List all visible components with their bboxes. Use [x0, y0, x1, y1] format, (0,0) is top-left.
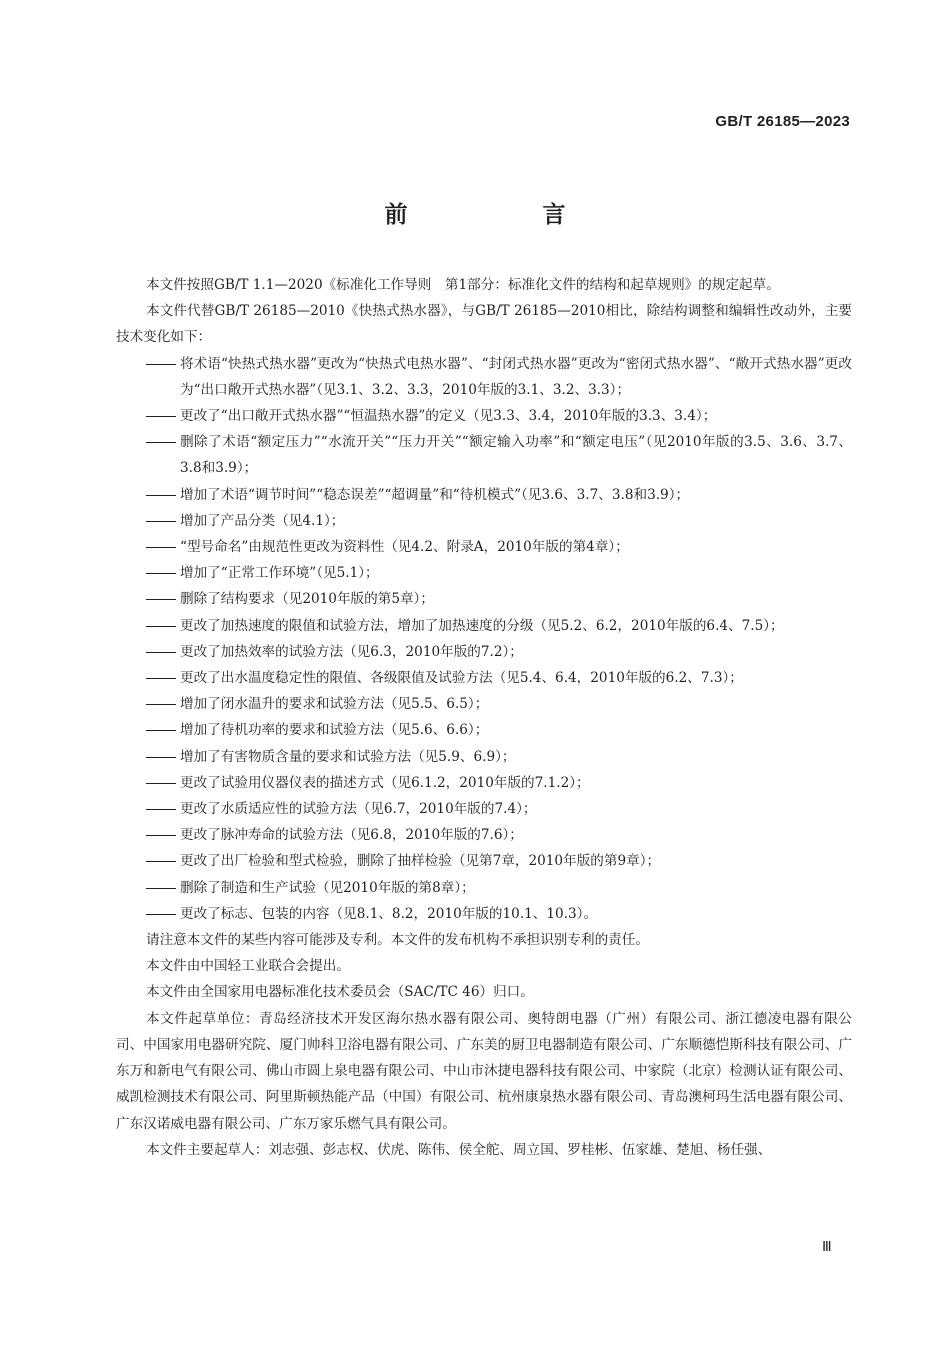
change-item: 更改了加热速度的限值和试验方法，增加了加热速度的分级（见5.2、6.2，2010年版的6.4、7.5）； — [116, 613, 852, 639]
change-item: 删除了制造和生产试验（见2010年版的第8章）； — [116, 875, 852, 901]
change-item: 将术语“快热式热水器”更改为“快热式电热水器”、“封闭式热水器”更改为“密闭式热水器”、“敞开式热水器”更改为“出口敞开式热水器”（见3.1、3.2、3.3，2010年版的3.1、3.2、3.3）； — [116, 351, 852, 403]
change-item: “型号命名”由规范性更改为资料性（见4.2、附录A，2010年版的第4章）； — [116, 534, 852, 560]
change-item: 更改了脉冲寿命的试验方法（见6.8，2010年版的7.6）； — [116, 822, 852, 848]
change-item: 增加了有害物质含量的要求和试验方法（见5.9、6.9）； — [116, 744, 852, 770]
paragraph-basis: 本文件按照GB/T 1.1—2020《标准化工作导则 第1部分：标准化文件的结构和起草规则》的规定起草。 — [146, 277, 780, 293]
document-body — [116, 272, 852, 1163]
change-item: 更改了水质适应性的试验方法（见6.7，2010年版的7.4）； — [116, 796, 852, 822]
page-number: Ⅲ — [822, 1238, 832, 1254]
change-item: 更改了标志、包装的内容（见8.1、8.2，2010年版的10.1、10.3）。 — [116, 901, 852, 927]
technical-changes-list — [116, 351, 852, 927]
paragraph-patent-notice: 请注意本文件的某些内容可能涉及专利。本文件的发布机构不承担识别专利的责任。 — [146, 932, 649, 949]
change-item: 更改了出水温度稳定性的限值、各级限值及试验方法（见5.4、6.4，2010年版的6.2、7.3）； — [116, 665, 852, 691]
change-item: 增加了“正常工作环境”（见5.1）； — [116, 560, 852, 586]
change-item: 删除了术语“额定压力”“水流开关”“压力开关”“额定输入功率”和“额定电压”（见2010年版的3.5、3.6、3.7、3.8和3.9）； — [116, 429, 852, 481]
change-item: 增加了待机功率的要求和试验方法（见5.6、6.6）； — [116, 717, 852, 743]
change-item: 增加了术语“调节时间”“稳态误差”“超调量”和“待机模式”（见3.6、3.7、3.8和3.9）； — [116, 482, 852, 508]
paragraph-proposer: 本文件由中国轻工业联合会提出。 — [146, 958, 350, 975]
standard-code: GB/T 26185—2023 — [715, 113, 850, 130]
change-item: 增加了闭水温升的要求和试验方法（见5.5、6.5）； — [116, 691, 852, 717]
change-item: 更改了“出口敞开式热水器”“恒温热水器”的定义（见3.3、3.4，2010年版的3.3、3.4）； — [116, 403, 852, 429]
paragraph-replacement: 本文件代替GB/T 26185—2010《快热式热水器》，与GB/T 26185—2010相比，除结构调整和编辑性改动外，主要技术变化如下： — [116, 303, 852, 346]
change-item: 增加了产品分类（见4.1）； — [116, 508, 852, 534]
paragraph-committee: 本文件由全国家用电器标准化技术委员会（SAC/TC 46）归口。 — [146, 984, 534, 1001]
change-item: 更改了出厂检验和型式检验，删除了抽样检验（见第7章，2010年版的第9章）； — [116, 848, 852, 874]
change-item: 更改了试验用仪器仪表的描述方式（见6.1.2，2010年版的7.1.2）； — [116, 770, 852, 796]
page-title: 前 言 — [384, 201, 622, 228]
change-item: 更改了加热效率的试验方法（见6.3，2010年版的7.2）； — [116, 639, 852, 665]
paragraph-drafting-units: 本文件起草单位：青岛经济技术开发区海尔热水器有限公司、奥特朗电器（广州）有限公司、浙江德凌电器有限公司、中国家用电器研究院、厦门帅科卫浴电器有限公司、广东美的厨卫电器制造有限公司、广东顺德恺斯科技有限公司、广东万和新电气有限公司、佛山市圆上泉电器有限公司、中山市沐捷电器科技有限公司、中家院（北京）检测认证有限公司、威凯检测技术有限公司、阿里斯顿热能产品（中国）有限公司、杭州康泉热水器有限公司、青岛澳柯玛生活电器有限公司、广东汉诺威电器有限公司、广东万家乐燃气具有限公司。 — [116, 1010, 852, 1132]
paragraph-drafters: 本文件主要起草人：刘志强、彭志权、伏虎、陈伟、侯全舵、周立国、罗桂彬、伍家雄、楚旭、杨任强、 — [146, 1141, 772, 1158]
change-item: 删除了结构要求（见2010年版的第5章）； — [116, 586, 852, 612]
